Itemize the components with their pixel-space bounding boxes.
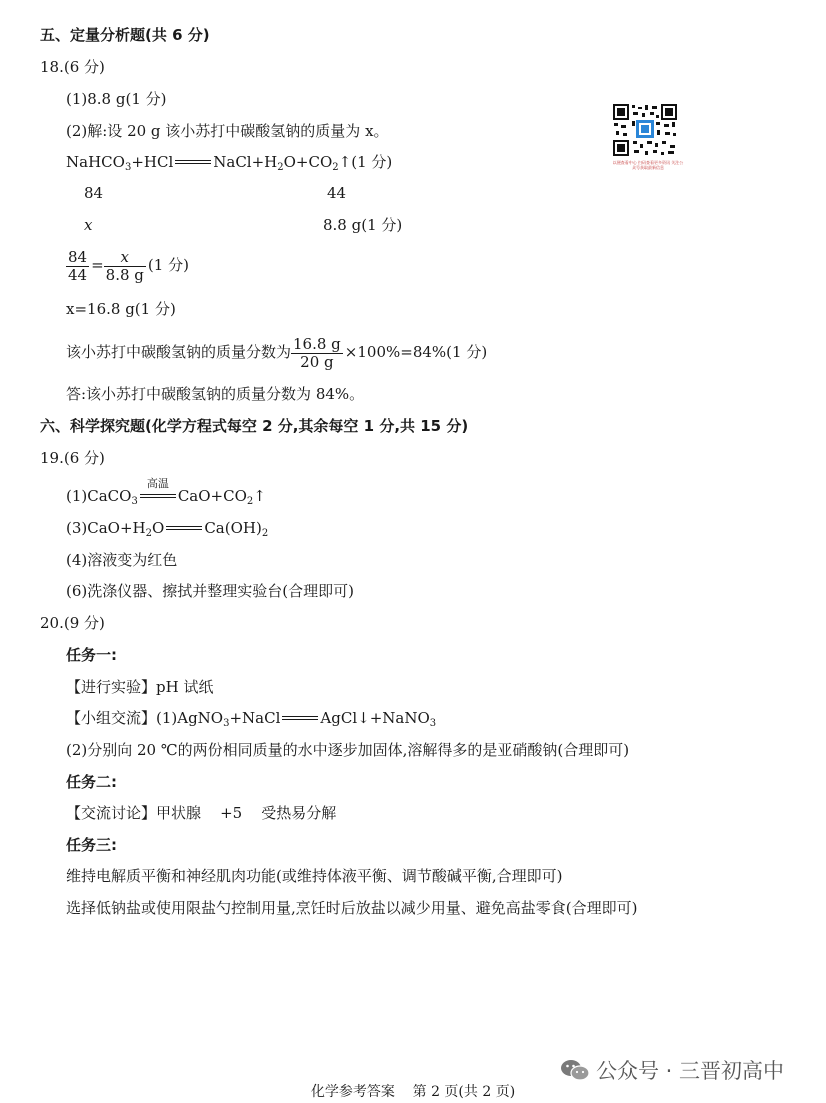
group-exchange-eq: 【小组交流】(1)AgNO$_3$+NaCl AgCl↓+NaNO$_3$ [66,709,437,729]
result-line: x=16.8 g(1 分) [66,300,176,318]
qr-code-image [612,103,678,157]
unknown-x: x [84,216,93,234]
q20-label: 20.(9 分) [40,614,105,632]
q18-label: 18.(6 分) [40,58,105,76]
eq-score: (1 分) [351,153,393,171]
q18-part1: (1)8.8 g(1 分) [66,90,167,108]
eq-hcl: +HCl [131,153,174,171]
task-3-line-2: 选择低钠盐或使用限盐勺控制用量,烹饪时后放盐以减少用量、避免高盐零食(合理即可) [66,899,638,917]
equals-sign [164,518,204,538]
section-6-title: 六、科学探究题(化学方程式每空 2 分,其余每空 1 分,共 15 分) [40,417,469,435]
mass-fraction: $\frac{16.8 g}{20 g}$ [293,334,341,371]
q19-part4: (4)溶液变为红色 [66,551,178,569]
q18-equation: NaHCO$_3$+HCl $NaCl+H_2O+CO_2↑(1$ 分) [66,153,393,173]
eq-product1: NaCl+H [213,153,278,171]
molar-mass-2: 44 [327,184,347,202]
eq-reactant: NaHCO [66,153,125,171]
ratio-line: $\frac{84}{44}$ = $\frac{x}{8.8 g}$ (1 分) [68,247,189,284]
page-footer: 化学参考答案 第 2 页(共 2 页) [310,1084,516,1100]
equals-sign [173,152,213,172]
section-5-title: 五、定量分析题(共 6 分) [40,26,210,44]
fraction-line: 该小苏打中碳酸氢钠的质量分数为 $\frac{16.8 g}{20 g}$ ×100%=84%(1 分) [66,334,488,371]
q19-part6: (6)洗涤仪器、擦拭并整理实验台(合理即可) [66,582,354,600]
condition-label: 高温 [146,477,169,490]
wechat-icon [560,1058,590,1082]
equals-sign [280,708,320,728]
discussion-line: 【交流讨论】甲状腺 +5 受热易分解 [66,804,337,822]
experiment-line: 【进行实验】pH 试纸 [66,678,214,696]
task-3-line-1: 维持电解质平衡和神经肌肉功能(或维持体液平衡、调节酸碱平衡,合理即可) [66,867,563,885]
task-3-title: 任务三: [66,836,117,854]
watermark-text: 公众号 · 三晋初高中 [596,1059,785,1083]
gas-arrow: ↑ [338,153,352,171]
known-mass: 8.8 g(1 分) [323,216,403,234]
qr-caption: 以便查看中心 扫码查看更多资讯 关注公众号获取最新信息 [612,160,684,170]
eq-product2: O+CO [283,153,333,171]
q19-eq1: (1)CaCO$_3$ 高温 $CaO+CO_2↑$ [66,477,266,507]
q18-part2: (2)解:设 20 g 该小苏打中碳酸氢钠的质量为 x。 [66,122,389,140]
equals-sign-high-temp [138,477,178,506]
q19-eq3: $(3)CaO+H_2O$ $Ca(OH)_2$ [66,519,269,539]
molar-mass-1: 84 [84,184,104,202]
q19-label: 19.(6 分) [40,449,105,467]
gas-arrow: ↑ [253,487,266,505]
q20-part2: (2)分别向 20 ℃的两份相同质量的水中逐步加固体,溶解得多的是亚硝酸钠(合理即可) [66,741,630,759]
q18-answer: 答:该小苏打中碳酸氢钠的质量分数为 84%。 [66,385,365,403]
task-1-title: 任务一: [66,646,117,664]
task-2-title: 任务二: [66,773,117,791]
ratio-fraction-1: $\frac{84}{44}$ [68,247,88,284]
precipitate-arrow: ↓ [357,709,370,727]
ratio-fraction-2: $\frac{x}{8.8 g}$ [105,247,144,284]
